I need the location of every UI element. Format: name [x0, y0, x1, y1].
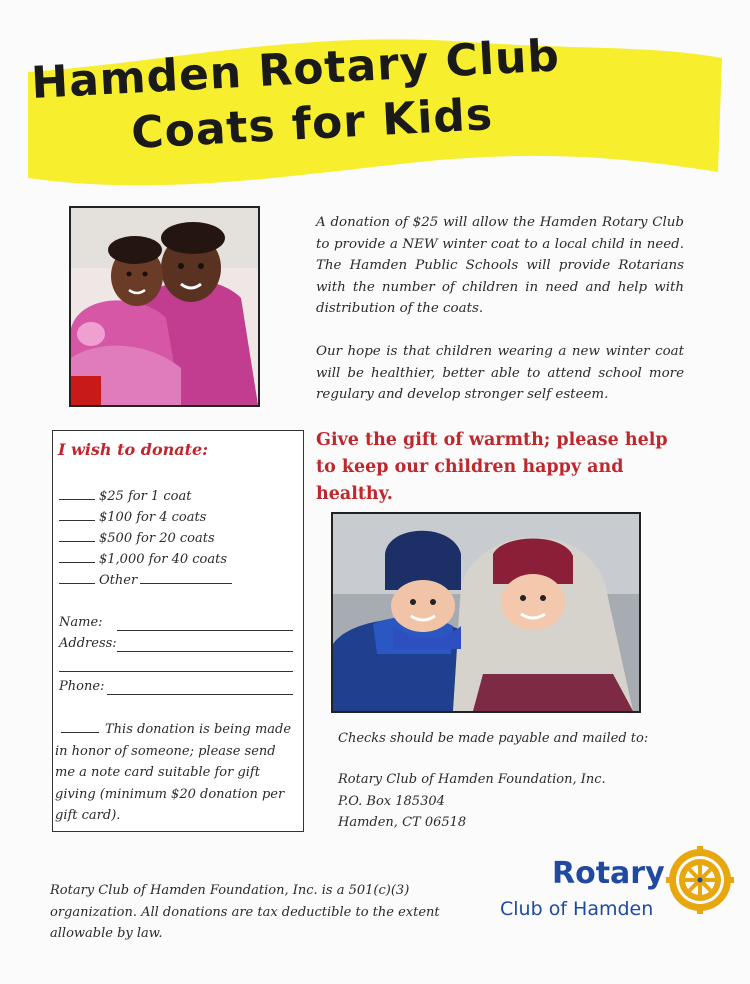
- address-label: Address:: [59, 636, 117, 651]
- phone-field[interactable]: [107, 694, 293, 695]
- option-label: $100 for 4 coats: [99, 510, 207, 525]
- option-25[interactable]: [59, 488, 191, 504]
- form-title: I wish to donate:: [58, 440, 209, 459]
- two-boys-winter-hats-photo: [333, 514, 639, 711]
- honor-blank[interactable]: [61, 721, 99, 733]
- option-label: $25 for 1 coat: [99, 489, 192, 504]
- two-girls-pink-coats-photo: [71, 208, 258, 405]
- option-label: $500 for 20 coats: [99, 531, 215, 546]
- club-name: Club of Hamden: [500, 898, 654, 920]
- phone-label: Phone:: [59, 679, 105, 694]
- option-blank[interactable]: [59, 488, 95, 500]
- address-line-3: Hamden, CT 06518: [338, 815, 467, 830]
- option-500[interactable]: [59, 530, 215, 546]
- address-line-1: Rotary Club of Hamden Foundation, Inc.: [338, 772, 606, 787]
- headline: Give the gift of warmth; please help to keep our children happy and healthy.: [316, 430, 668, 504]
- option-label: $1,000 for 40 coats: [99, 552, 228, 567]
- honor-text: This donation is being made in honor of someone; please send me a note card suitable for gift giving (minimum $20 donation per gift card).: [55, 722, 292, 823]
- option-blank[interactable]: [59, 551, 95, 563]
- tax-deductible-note: Rotary Club of Hamden Foundation, Inc. is a 501(c)(3) organization. All donations are tax deductible to the extent allowable by law.: [50, 883, 440, 941]
- name-label: Name:: [59, 615, 103, 630]
- intro-paragraph-2: Our hope is that children wearing a new winter coat will be healthier, better able to attend school more regulary and develop stronger self esteem.: [316, 344, 684, 402]
- boys-photo: [331, 512, 641, 713]
- option-blank[interactable]: [59, 572, 95, 584]
- rotary-wheel-icon: [666, 846, 734, 914]
- name-field[interactable]: [117, 630, 293, 631]
- option-blank[interactable]: [59, 530, 95, 542]
- address-line-2: P.O. Box 185304: [338, 793, 445, 809]
- mailing-address: [338, 769, 606, 834]
- intro-paragraph-1: A donation of $25 will allow the Hamden Rotary Club to provide a NEW winter coat to a local child in need. The Hamden Public Schools will provide Rotarians with the number of children in need and help with distribution of the coats.: [316, 215, 684, 316]
- rotary-logo-text: Rotary: [552, 856, 665, 891]
- donation-form: [52, 430, 304, 832]
- title-line-2: Coats for Kids: [130, 89, 495, 159]
- option-100[interactable]: [59, 509, 206, 525]
- checks-instructions: Checks should be made payable and mailed to:: [338, 731, 649, 746]
- girls-photo: [69, 206, 260, 407]
- honor-note: [55, 719, 295, 827]
- option-label: Other: [99, 573, 138, 588]
- option-1000[interactable]: [59, 551, 227, 567]
- option-blank[interactable]: [59, 509, 95, 521]
- option-other[interactable]: [59, 572, 232, 588]
- title-line-1: Hamden Rotary Club: [30, 30, 562, 109]
- address-field-line-2[interactable]: [59, 671, 293, 672]
- address-field[interactable]: [117, 651, 293, 652]
- other-amount-line[interactable]: [140, 572, 232, 584]
